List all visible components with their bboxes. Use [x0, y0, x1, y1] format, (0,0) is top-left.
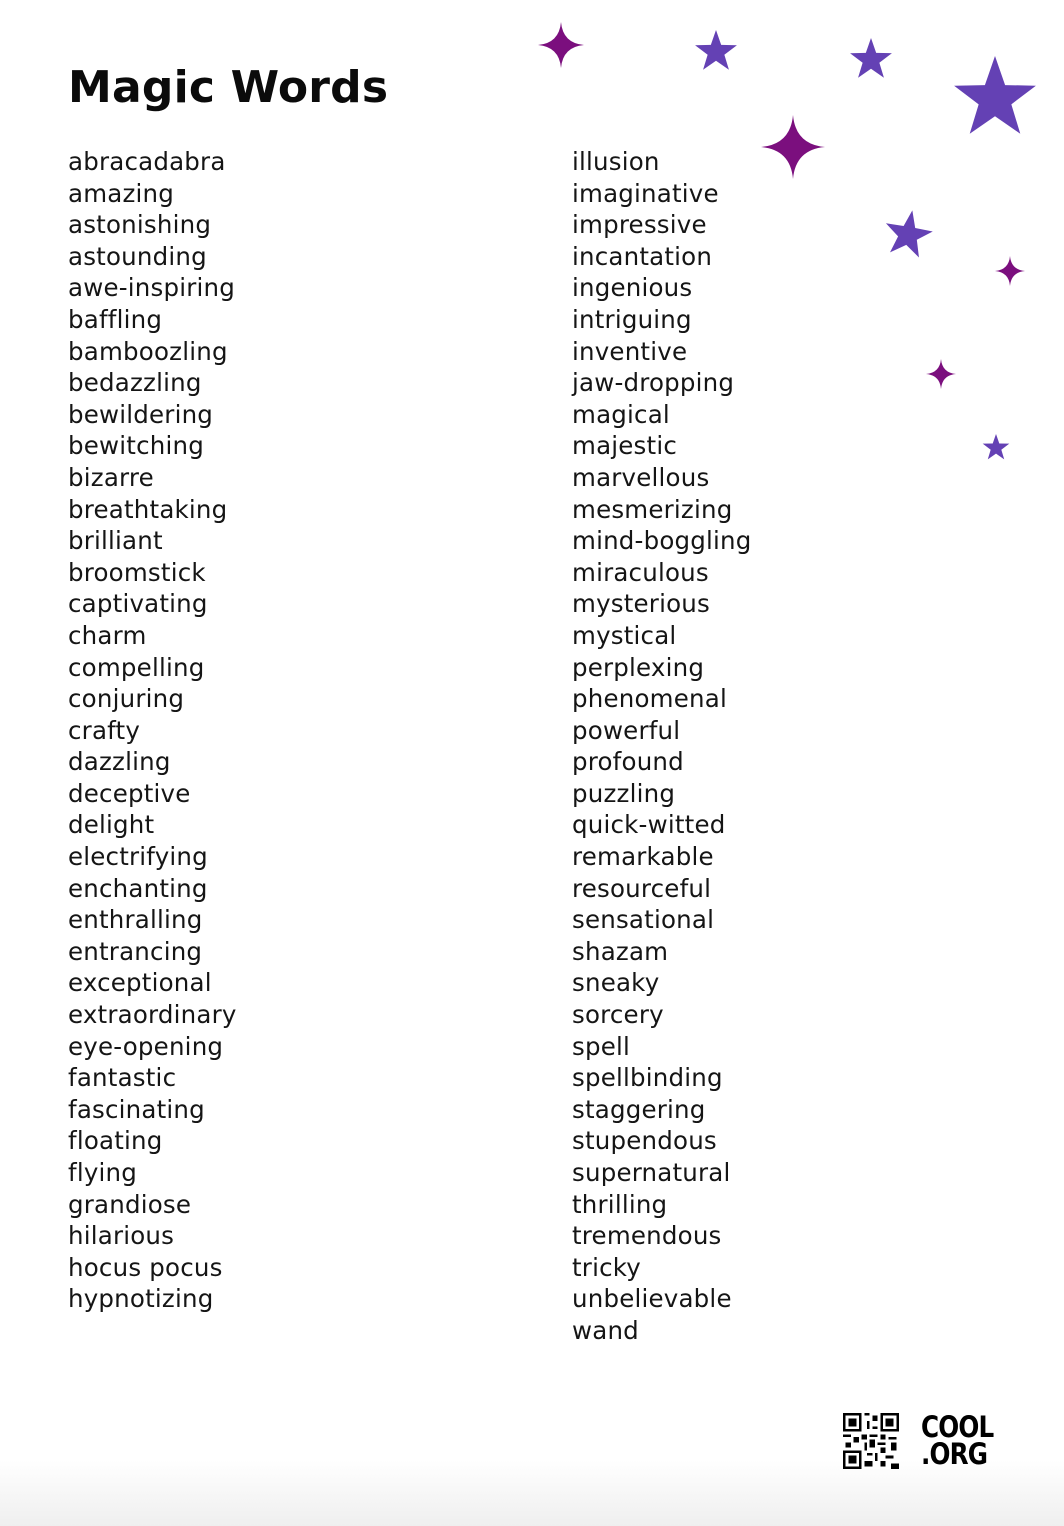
list-item: extraordinary	[68, 1000, 237, 1030]
list-item: resourceful	[572, 873, 712, 903]
list-item: phenomenal	[572, 684, 727, 714]
list-item: astounding	[68, 241, 207, 271]
list-item: flying	[68, 1158, 138, 1187]
list-item: illusion	[572, 147, 660, 176]
list-item: breathtaking	[68, 494, 228, 524]
list-item: floating	[68, 1126, 163, 1156]
list-item: sorcery	[572, 1000, 664, 1030]
logo-line-1: COOL	[921, 1410, 994, 1444]
qr-code-icon[interactable]	[843, 1413, 899, 1469]
star-icon	[849, 38, 893, 82]
sparkle-icon	[995, 256, 1025, 286]
sparkle-icon	[926, 359, 956, 389]
star-icon	[694, 30, 738, 74]
list-item: puzzling	[572, 778, 676, 808]
list-item: bewildering	[68, 399, 214, 429]
page-title: Magic Words	[68, 62, 389, 113]
list-item: exceptional	[68, 968, 212, 998]
logo-line-2: .ORG	[921, 1437, 988, 1471]
list-item: dazzling	[68, 747, 171, 777]
list-item: broomstick	[68, 557, 206, 587]
star-icon	[952, 56, 1038, 142]
list-item: tremendous	[572, 1221, 722, 1251]
list-item: delight	[68, 810, 155, 840]
list-item: conjuring	[68, 684, 185, 714]
list-item: charm	[68, 620, 147, 650]
sparkle-icon	[538, 22, 584, 68]
cool-org-logo[interactable]	[921, 1410, 994, 1471]
list-item: shazam	[572, 936, 669, 966]
list-item: profound	[572, 747, 684, 777]
list-item: inventive	[572, 336, 688, 366]
list-item: majestic	[572, 431, 678, 461]
list-item: abracadabra	[68, 147, 226, 176]
list-item: perplexing	[572, 652, 705, 682]
list-item: hypnotizing	[68, 1284, 214, 1314]
list-item: miraculous	[572, 557, 709, 587]
list-item: awe-inspiring	[68, 273, 235, 303]
list-item: wand	[572, 1315, 639, 1345]
list-item: deceptive	[68, 778, 191, 808]
list-item: supernatural	[572, 1158, 731, 1187]
list-item: baffling	[68, 304, 163, 334]
list-item: electrifying	[68, 842, 208, 872]
list-item: ingenious	[572, 273, 693, 303]
list-item: bewitching	[68, 431, 204, 461]
list-item: incantation	[572, 241, 713, 271]
list-item: crafty	[68, 715, 141, 745]
list-item: grandiose	[68, 1189, 192, 1219]
list-item: unbelievable	[572, 1284, 732, 1314]
list-item: fantastic	[68, 1063, 177, 1093]
list-item: enchanting	[68, 873, 208, 903]
word-list-right	[572, 146, 752, 1347]
list-item: astonishing	[68, 210, 212, 240]
list-item: spellbinding	[572, 1063, 723, 1093]
star-icon	[982, 434, 1010, 462]
word-list-left	[68, 146, 237, 1315]
list-item: entrancing	[68, 936, 203, 966]
list-item: hilarious	[68, 1221, 175, 1251]
list-item: fascinating	[68, 1094, 205, 1124]
list-item: jaw-dropping	[572, 368, 735, 398]
sparkle-icon	[761, 115, 825, 179]
list-item: stupendous	[572, 1126, 717, 1156]
list-item: marvellous	[572, 462, 710, 492]
list-item: bizarre	[68, 462, 154, 492]
list-item: tricky	[572, 1252, 641, 1282]
list-item: remarkable	[572, 842, 714, 872]
list-item: powerful	[572, 715, 681, 745]
list-item: brilliant	[68, 526, 163, 556]
footer-branding	[843, 1410, 1006, 1471]
list-item: hocus pocus	[68, 1252, 223, 1282]
list-item: sensational	[572, 905, 715, 935]
list-item: intriguing	[572, 304, 692, 334]
list-item: sneaky	[572, 968, 660, 998]
list-item: mesmerizing	[572, 494, 733, 524]
list-item: captivating	[68, 589, 208, 619]
list-item: compelling	[68, 652, 205, 682]
list-item: mystical	[572, 620, 677, 650]
star-icon	[883, 210, 933, 260]
list-item: staggering	[572, 1094, 706, 1124]
list-item: impressive	[572, 210, 707, 240]
list-item: mind-boggling	[572, 526, 752, 556]
list-item: mysterious	[572, 589, 710, 619]
list-item: amazing	[68, 178, 175, 208]
list-item: thrilling	[572, 1189, 668, 1219]
list-item: magical	[572, 399, 670, 429]
list-item: enthralling	[68, 905, 203, 935]
list-item: bedazzling	[68, 368, 202, 398]
list-item: quick-witted	[572, 810, 726, 840]
list-item: bamboozling	[68, 336, 228, 366]
list-item: spell	[572, 1031, 631, 1061]
list-item: imaginative	[572, 178, 719, 208]
list-item: eye-opening	[68, 1031, 224, 1061]
